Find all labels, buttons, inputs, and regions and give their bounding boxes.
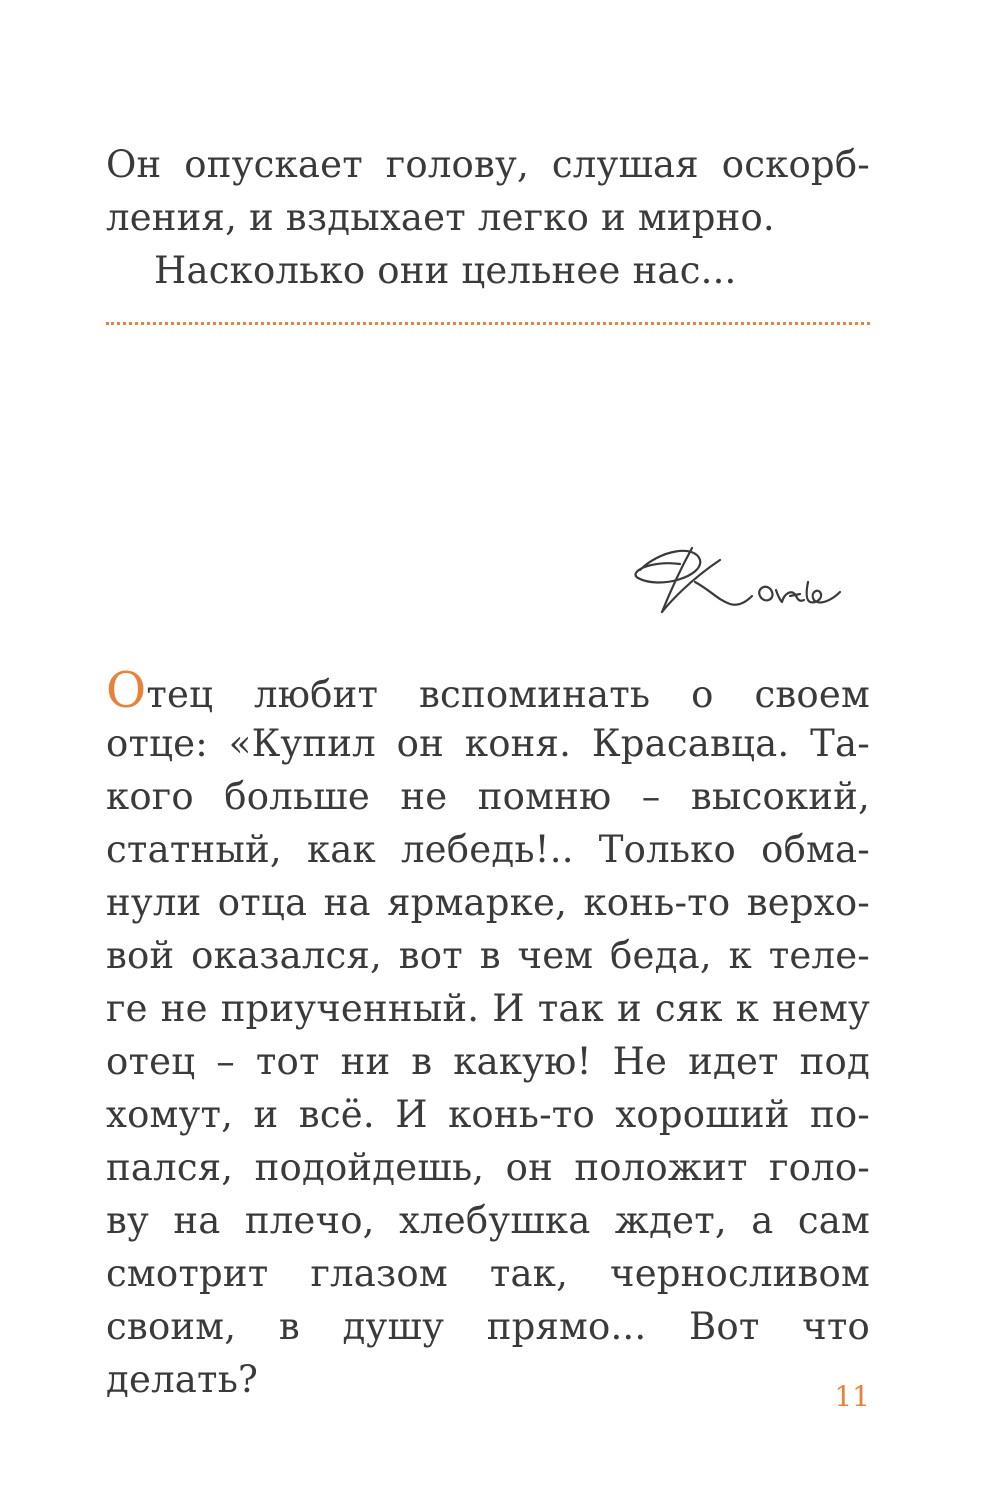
text-line: кого больше не помню – высокий, bbox=[106, 775, 870, 818]
dotted-separator bbox=[106, 322, 870, 325]
chapter-title bbox=[600, 530, 880, 630]
dropcap: О bbox=[106, 662, 147, 719]
text-line: вой оказался, вот в чем беда, к теле- bbox=[106, 934, 870, 977]
top-paragraph bbox=[106, 138, 870, 297]
text-line: нули отца на ярмарке, конь-то верхо- bbox=[106, 881, 870, 924]
first-line-text: тец любит вспоминать о своем bbox=[146, 673, 870, 716]
text-line: смотрит глазом так, черносливом bbox=[106, 1252, 870, 1295]
text-line: Он опускает голову, слушая оскорб- bbox=[106, 143, 870, 186]
text-line: Насколько они цельнее нас... bbox=[154, 249, 737, 292]
text-line: пался, подойдешь, он положит голо- bbox=[106, 1146, 870, 1189]
text-line-first bbox=[106, 664, 870, 717]
text-line: своим, в душу прямо... Вот что делать? bbox=[106, 1305, 870, 1401]
page-number: 11 bbox=[834, 1380, 870, 1413]
text-line: статный, как лебедь!.. Только обма- bbox=[106, 828, 870, 871]
text-line: ления, и вздыхает легко и мирно. bbox=[106, 196, 775, 239]
text-line: ге не приученный. И так и сяк к нему bbox=[106, 987, 870, 1030]
text-line: отце: «Купил он коня. Красавца. Та- bbox=[106, 722, 870, 765]
chapter-title-script bbox=[600, 530, 880, 630]
text-line: ву на плечо, хлебушка ждет, а сам bbox=[106, 1199, 870, 1242]
text-line: хомут, и всё. И конь-то хороший по- bbox=[106, 1093, 870, 1136]
text-line: отец – тот ни в какую! Не идет под bbox=[106, 1040, 870, 1083]
